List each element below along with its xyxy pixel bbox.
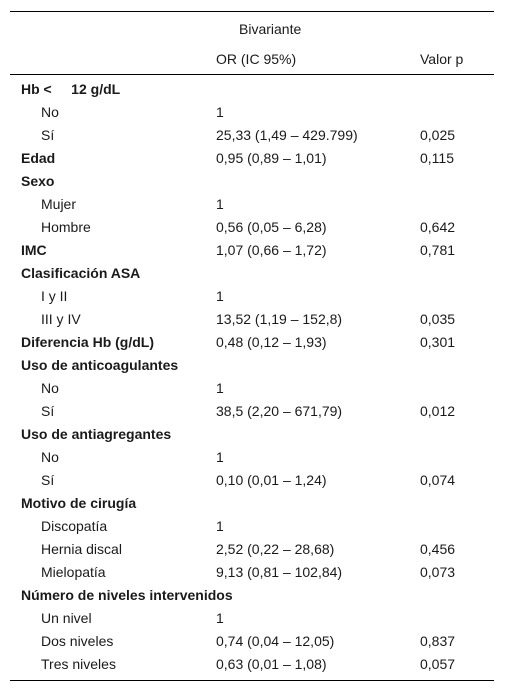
row-label: No [41,449,59,465]
odds-ratio-cell: 0,74 (0,04 – 12,05) [216,633,335,649]
row-label: Mielopatía [41,564,106,580]
p-value-cell: 0,456 [420,541,456,557]
group-header: Bivariante [239,21,302,37]
p-value-cell: 0,073 [420,564,456,580]
p-value-cell: 0,642 [420,219,456,235]
table-row [10,538,494,561]
table-section-row [10,331,494,354]
row-label: Tres niveles [41,656,116,672]
table-row [10,193,494,216]
table-section-row [10,492,494,515]
p-value-cell: 0,837 [420,633,456,649]
row-label: Número de niveles intervenidos [21,587,233,603]
table-row [10,446,494,469]
table-row [10,469,494,492]
odds-ratio-cell: 38,5 (2,20 – 671,79) [216,403,343,419]
odds-ratio-cell: 25,33 (1,49 – 429.799) [216,127,358,143]
odds-ratio-cell: 0,95 (0,89 – 1,01) [216,150,327,166]
table-header [10,12,494,75]
row-label: Uso de anticoagulantes [21,357,179,373]
table-row [10,400,494,423]
p-value-cell: 0,074 [420,472,456,488]
table-row [10,377,494,400]
odds-ratio-cell: 1 [216,610,224,626]
odds-ratio-cell: 1,07 (0,66 – 1,72) [216,242,327,258]
odds-ratio-cell: 0,63 (0,01 – 1,08) [216,656,327,672]
odds-ratio-cell: 1 [216,104,224,120]
table-section-row [10,423,494,446]
row-label: Sí [41,472,55,488]
p-value-cell: 0,781 [420,242,456,258]
odds-ratio-cell: 1 [216,288,224,304]
odds-ratio-cell: 0,10 (0,01 – 1,24) [216,472,327,488]
odds-ratio-cell: 9,13 (0,81 – 102,84) [216,564,343,580]
row-label: No [41,380,59,396]
table-row [10,653,494,676]
row-label: IMC [21,242,47,258]
table-section-row [10,170,494,193]
table-row [10,607,494,630]
row-label: Motivo de cirugía [21,495,137,511]
p-value-cell: 0,301 [420,334,456,350]
row-label: Hernia discal [41,541,122,557]
table-row [10,285,494,308]
p-value-cell: 0,115 [420,150,454,166]
row-label: III y IV [41,311,81,327]
table-row [10,124,494,147]
table-section-row [10,147,494,170]
row-label: Sí [41,403,55,419]
row-label: Dos niveles [41,633,114,649]
row-label: Hombre [41,219,91,235]
p-value-column-header: Valor p [420,51,464,67]
odds-ratio-cell: 1 [216,380,224,396]
row-label: Hb < 12 g/dL [21,81,121,97]
p-value-cell: 0,057 [420,656,456,672]
row-label: Uso de antiagregantes [21,426,172,442]
row-label: Mujer [41,196,77,212]
table-section-row [10,354,494,377]
table-section-row [10,78,494,101]
row-label: Edad [21,150,56,166]
table-section-row [10,239,494,262]
row-label: Sí [41,127,55,143]
table-row [10,101,494,124]
row-label: Un nivel [41,610,92,626]
odds-ratio-cell: 0,48 (0,12 – 1,93) [216,334,327,350]
p-value-cell: 0,012 [420,403,456,419]
table-section-row [10,584,494,607]
row-label: Clasificación ASA [21,265,141,281]
row-label: No [41,104,59,120]
odds-ratio-cell: 2,52 (0,22 – 28,68) [216,541,335,557]
odds-ratio-cell: 1 [216,449,224,465]
p-value-cell: 0,035 [420,311,456,327]
odds-ratio-cell: 13,52 (1,19 – 152,8) [216,311,343,327]
table-body [10,75,494,680]
row-label: Discopatía [41,518,108,534]
p-value-cell: 0,025 [420,127,456,143]
results-table [10,11,494,681]
table-row [10,308,494,331]
odds-ratio-cell: 0,56 (0,05 – 6,28) [216,219,327,235]
odds-ratio-cell: 1 [216,196,224,212]
row-label: Sexo [21,173,55,189]
or-column-header: OR (IC 95%) [216,51,297,67]
table-section-row [10,262,494,285]
row-label: I y II [41,288,68,304]
odds-ratio-cell: 1 [216,518,224,534]
row-label: Diferencia Hb (g/dL) [21,334,155,350]
table-row [10,561,494,584]
table-row [10,630,494,653]
table-row [10,515,494,538]
table-row [10,216,494,239]
